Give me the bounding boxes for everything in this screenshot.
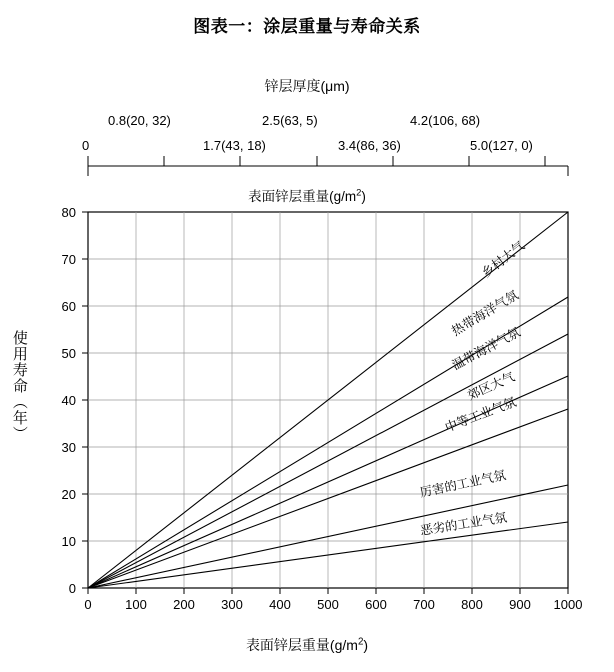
page-title: 图表一：涂层重量与寿命关系 xyxy=(193,17,421,36)
svg-text:1000: 1000 xyxy=(553,597,583,612)
y-axis-label-text: 使用寿命（年） xyxy=(10,330,28,442)
series-label-1: 热带海洋气氛 xyxy=(449,287,521,339)
top-axis-title-suffix: ) xyxy=(344,78,350,94)
top-tick-label-lower-2: 3.4(86, 36) xyxy=(338,138,401,153)
x-axis-tick-labels xyxy=(84,597,582,612)
svg-text:600: 600 xyxy=(365,597,387,612)
bottom-axis-title xyxy=(0,635,614,655)
svg-text:0: 0 xyxy=(84,597,92,612)
series-label-3: 郊区大气 xyxy=(465,369,517,403)
bottom-axis-title-exp: 2 xyxy=(357,636,364,648)
svg-text:40: 40 xyxy=(61,393,76,408)
svg-text:200: 200 xyxy=(173,597,195,612)
top-tick-label-lower-3: 5.0(127, 0) xyxy=(470,138,533,153)
svg-text:800: 800 xyxy=(461,597,483,612)
series-label-5: 厉害的工业气氛 xyxy=(418,468,508,500)
secondary-axis-title-suffix: ) xyxy=(361,189,366,204)
svg-text:20: 20 xyxy=(61,487,76,502)
y-axis-ticks xyxy=(82,212,88,588)
svg-text:80: 80 xyxy=(61,205,76,220)
svg-text:900: 900 xyxy=(509,597,531,612)
svg-text:70: 70 xyxy=(61,252,76,267)
y-axis-tick-labels xyxy=(62,205,76,596)
top-tick-label-upper-2: 2.5(63, 5) xyxy=(262,113,318,128)
top-tick-label-upper-1: 0.8(20, 32) xyxy=(108,113,171,128)
secondary-axis-title-exp: 2 xyxy=(356,187,362,199)
top-tick-label-upper-3: 4.2(106, 68) xyxy=(410,113,481,128)
svg-text:500: 500 xyxy=(317,597,339,612)
series-label-4: 中等工业气氛 xyxy=(443,394,519,435)
top-tick-label-lower-1: 1.7(43, 18) xyxy=(203,138,266,153)
bottom-axis-title-prefix: 表面锌层重量(g/m xyxy=(245,637,358,653)
svg-text:30: 30 xyxy=(61,440,76,455)
svg-text:0: 0 xyxy=(68,581,76,596)
secondary-axis-title-prefix: 表面锌层重量(g/m xyxy=(248,189,357,204)
top-axis-title-prefix: 锌层厚度( xyxy=(264,78,326,94)
top-axis-ruler xyxy=(88,156,568,176)
top-axis-title-unit: μm xyxy=(325,78,345,94)
svg-text:300: 300 xyxy=(221,597,243,612)
series-label-2: 温带海洋气氛 xyxy=(449,325,523,373)
series-label-0: 乡村大气 xyxy=(479,238,528,281)
svg-text:50: 50 xyxy=(61,346,76,361)
top-tick-label-lower-0: 0 xyxy=(82,138,90,153)
svg-text:100: 100 xyxy=(125,597,147,612)
x-axis-ticks xyxy=(88,588,568,594)
svg-text:10: 10 xyxy=(61,534,76,549)
series-label-6: 恶劣的工业气氛 xyxy=(419,510,508,538)
bottom-axis-title-suffix: ) xyxy=(363,637,369,653)
svg-text:700: 700 xyxy=(413,597,435,612)
svg-text:400: 400 xyxy=(269,597,291,612)
svg-text:60: 60 xyxy=(61,299,76,314)
